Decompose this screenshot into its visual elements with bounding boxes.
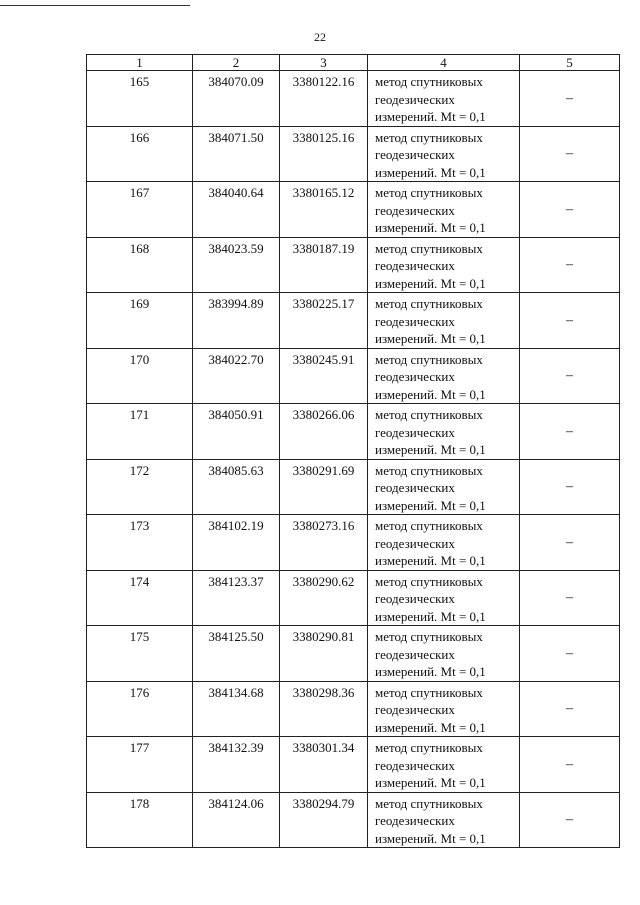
table-row [87, 293, 620, 349]
x-coordinate-cell: 384134.68 [193, 681, 280, 737]
method-cell: метод спутниковых геодезических измерений. Mt = 0,1 [368, 348, 520, 404]
column-header-3: 3 [280, 55, 368, 71]
empty-mark-cell: – [520, 459, 620, 515]
method-cell: метод спутниковых геодезических измерений. Mt = 0,1 [368, 404, 520, 460]
column-header-4: 4 [368, 55, 520, 71]
empty-mark-cell: – [520, 626, 620, 682]
y-coordinate-cell: 3380125.16 [280, 126, 368, 182]
point-number-cell: 175 [87, 626, 193, 682]
column-header-1: 1 [87, 55, 193, 71]
point-number-cell: 165 [87, 71, 193, 127]
empty-mark-cell: – [520, 126, 620, 182]
point-number-cell: 172 [87, 459, 193, 515]
column-header-2: 2 [193, 55, 280, 71]
point-number-cell: 174 [87, 570, 193, 626]
y-coordinate-cell: 3380290.62 [280, 570, 368, 626]
y-coordinate-cell: 3380291.69 [280, 459, 368, 515]
table-row [87, 792, 620, 848]
empty-mark-cell: – [520, 570, 620, 626]
y-coordinate-cell: 3380290.81 [280, 626, 368, 682]
y-coordinate-cell: 3380301.34 [280, 737, 368, 793]
x-coordinate-cell: 384125.50 [193, 626, 280, 682]
empty-mark-cell: – [520, 293, 620, 349]
method-cell: метод спутниковых геодезических измерений. Mt = 0,1 [368, 237, 520, 293]
method-cell: метод спутниковых геодезических измерений. Mt = 0,1 [368, 515, 520, 571]
empty-mark-cell: – [520, 515, 620, 571]
point-number-cell: 169 [87, 293, 193, 349]
point-number-cell: 168 [87, 237, 193, 293]
x-coordinate-cell: 384040.64 [193, 182, 280, 238]
y-coordinate-cell: 3380245.91 [280, 348, 368, 404]
point-number-cell: 177 [87, 737, 193, 793]
x-coordinate-cell: 384124.06 [193, 792, 280, 848]
x-coordinate-cell: 384085.63 [193, 459, 280, 515]
coordinates-table [86, 54, 620, 848]
method-cell: метод спутниковых геодезических измерений. Mt = 0,1 [368, 737, 520, 793]
empty-mark-cell: – [520, 71, 620, 127]
x-coordinate-cell: 384023.59 [193, 237, 280, 293]
point-number-cell: 170 [87, 348, 193, 404]
method-cell: метод спутниковых геодезических измерений. Mt = 0,1 [368, 293, 520, 349]
empty-mark-cell: – [520, 404, 620, 460]
point-number-cell: 171 [87, 404, 193, 460]
empty-mark-cell: – [520, 792, 620, 848]
table-row [87, 515, 620, 571]
method-cell: метод спутниковых геодезических измерений. Mt = 0,1 [368, 792, 520, 848]
method-cell: метод спутниковых геодезических измерений. Mt = 0,1 [368, 71, 520, 127]
method-cell: метод спутниковых геодезических измерений. Mt = 0,1 [368, 459, 520, 515]
method-cell: метод спутниковых геодезических измерений. Mt = 0,1 [368, 681, 520, 737]
x-coordinate-cell: 384102.19 [193, 515, 280, 571]
point-number-cell: 173 [87, 515, 193, 571]
page-number: 22 [314, 30, 326, 44]
method-cell: метод спутниковых геодезических измерений. Mt = 0,1 [368, 626, 520, 682]
empty-mark-cell: – [520, 348, 620, 404]
empty-mark-cell: – [520, 182, 620, 238]
method-cell: метод спутниковых геодезических измерений. Mt = 0,1 [368, 182, 520, 238]
x-coordinate-cell: 383994.89 [193, 293, 280, 349]
point-number-cell: 178 [87, 792, 193, 848]
y-coordinate-cell: 3380122.16 [280, 71, 368, 127]
x-coordinate-cell: 384071.50 [193, 126, 280, 182]
table-header-row [87, 55, 620, 71]
point-number-cell: 166 [87, 126, 193, 182]
table-row [87, 182, 620, 238]
y-coordinate-cell: 3380165.12 [280, 182, 368, 238]
point-number-cell: 167 [87, 182, 193, 238]
x-coordinate-cell: 384070.09 [193, 71, 280, 127]
method-cell: метод спутниковых геодезических измерений. Mt = 0,1 [368, 126, 520, 182]
x-coordinate-cell: 384123.37 [193, 570, 280, 626]
table-row [87, 737, 620, 793]
empty-mark-cell: – [520, 237, 620, 293]
table-row [87, 681, 620, 737]
x-coordinate-cell: 384022.70 [193, 348, 280, 404]
top-rule [0, 5, 190, 6]
method-cell: метод спутниковых геодезических измерений. Mt = 0,1 [368, 570, 520, 626]
table-row [87, 126, 620, 182]
table-row [87, 459, 620, 515]
empty-mark-cell: – [520, 737, 620, 793]
table-row [87, 570, 620, 626]
table-row [87, 237, 620, 293]
table-row [87, 348, 620, 404]
y-coordinate-cell: 3380187.19 [280, 237, 368, 293]
y-coordinate-cell: 3380298.36 [280, 681, 368, 737]
table-row [87, 71, 620, 127]
table-row [87, 626, 620, 682]
x-coordinate-cell: 384132.39 [193, 737, 280, 793]
y-coordinate-cell: 3380273.16 [280, 515, 368, 571]
point-number-cell: 176 [87, 681, 193, 737]
empty-mark-cell: – [520, 681, 620, 737]
y-coordinate-cell: 3380266.06 [280, 404, 368, 460]
x-coordinate-cell: 384050.91 [193, 404, 280, 460]
table-row [87, 404, 620, 460]
column-header-5: 5 [520, 55, 620, 71]
y-coordinate-cell: 3380225.17 [280, 293, 368, 349]
y-coordinate-cell: 3380294.79 [280, 792, 368, 848]
